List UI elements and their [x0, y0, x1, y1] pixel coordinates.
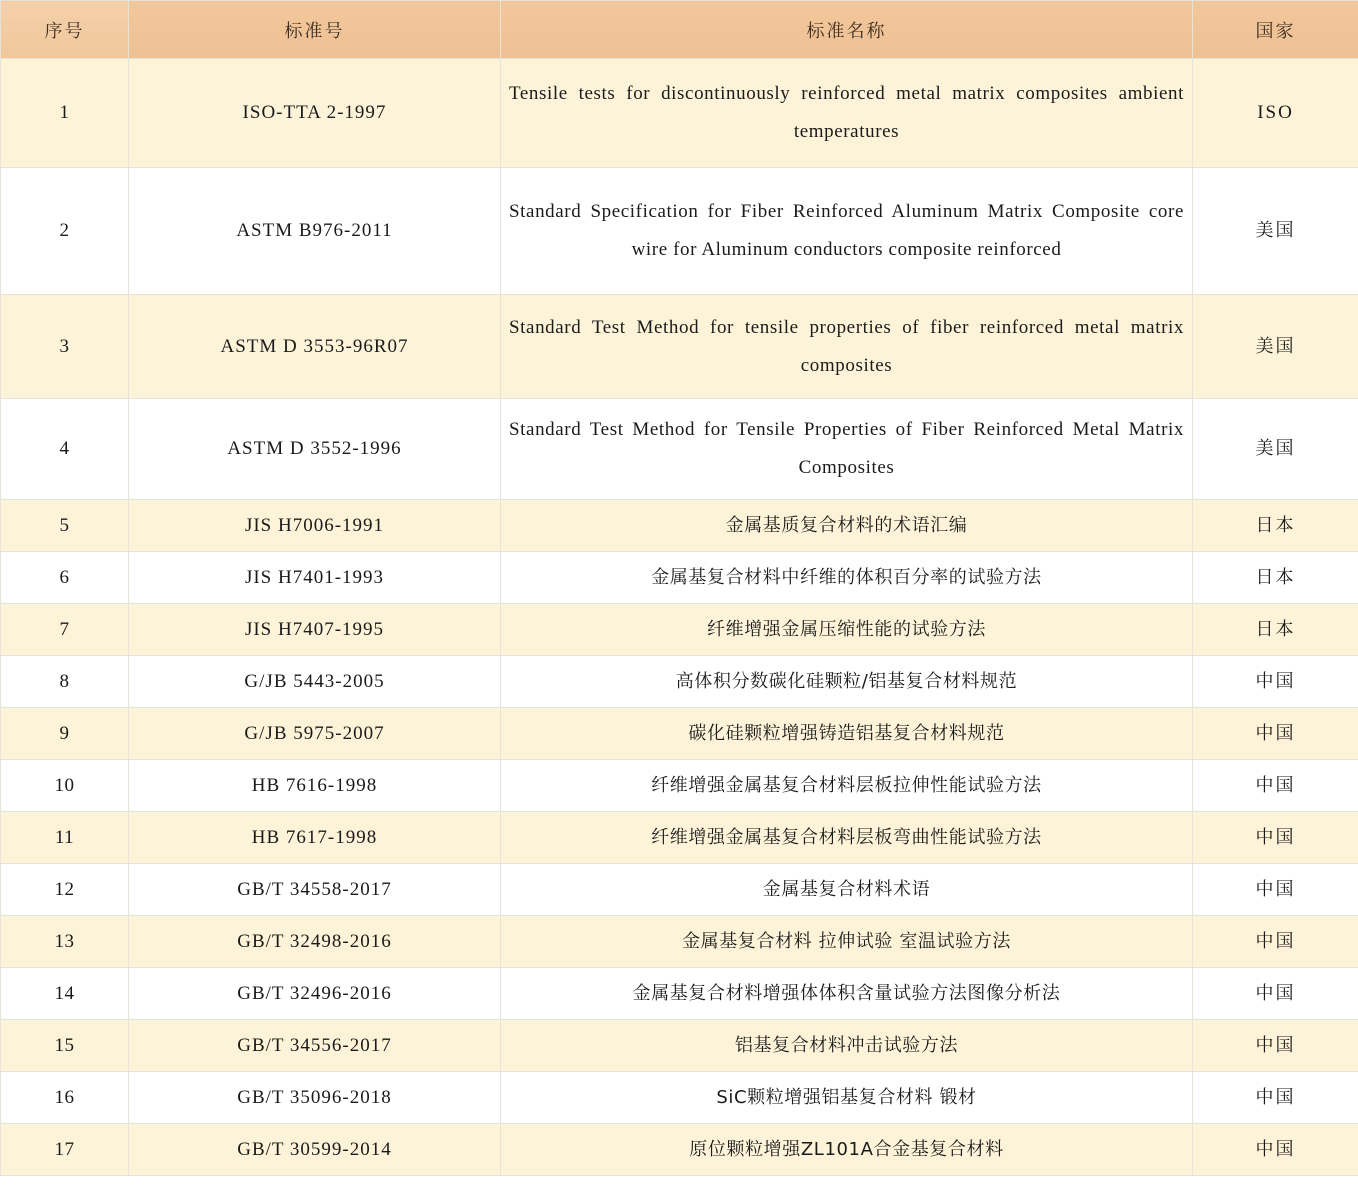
standard-country: 日本: [1193, 552, 1358, 604]
standard-country: 中国: [1193, 864, 1358, 916]
standard-country: 美国: [1193, 168, 1358, 295]
standard-name: Standard Test Method for tensile properties of fiber reinforced metal matrix composites: [501, 295, 1193, 399]
table-row: [1, 552, 1358, 604]
standard-country: 中国: [1193, 708, 1358, 760]
standard-country: 中国: [1193, 760, 1358, 812]
row-number: 4: [1, 399, 129, 500]
standard-name: 原位颗粒增强ZL101A合金基复合材料: [501, 1124, 1193, 1176]
column-header-code: 标准号: [129, 1, 501, 59]
row-number: 5: [1, 500, 129, 552]
row-number: 16: [1, 1072, 129, 1124]
column-header-country: 国家: [1193, 1, 1358, 59]
standard-name: 碳化硅颗粒增强铸造铝基复合材料规范: [501, 708, 1193, 760]
standard-code: GB/T 35096-2018: [129, 1072, 501, 1124]
table-body: [1, 59, 1358, 1176]
table-row: [1, 59, 1358, 168]
standard-code: GB/T 32496-2016: [129, 968, 501, 1020]
standard-name: Standard Specification for Fiber Reinforced Aluminum Matrix Composite core wire for Aluminum conductors composite reinforced: [501, 168, 1193, 295]
table-row: [1, 1124, 1358, 1176]
table-row: [1, 168, 1358, 295]
standard-name: 纤维增强金属基复合材料层板拉伸性能试验方法: [501, 760, 1193, 812]
standard-country: 中国: [1193, 656, 1358, 708]
table-row: [1, 399, 1358, 500]
table-header-row: [1, 1, 1358, 59]
standard-country: 中国: [1193, 1072, 1358, 1124]
standard-name: 纤维增强金属基复合材料层板弯曲性能试验方法: [501, 812, 1193, 864]
row-number: 15: [1, 1020, 129, 1072]
standard-code: G/JB 5975-2007: [129, 708, 501, 760]
table-row: [1, 656, 1358, 708]
standard-name: 金属基复合材料增强体体积含量试验方法图像分析法: [501, 968, 1193, 1020]
standard-code: GB/T 34556-2017: [129, 1020, 501, 1072]
table-row: [1, 968, 1358, 1020]
row-number: 10: [1, 760, 129, 812]
row-number: 8: [1, 656, 129, 708]
standard-name: 高体积分数碳化硅颗粒/铝基复合材料规范: [501, 656, 1193, 708]
row-number: 9: [1, 708, 129, 760]
standard-name: 金属基质复合材料的术语汇编: [501, 500, 1193, 552]
table-row: [1, 864, 1358, 916]
standard-country: 中国: [1193, 1124, 1358, 1176]
standard-country: 美国: [1193, 399, 1358, 500]
row-number: 3: [1, 295, 129, 399]
column-header-num: 序号: [1, 1, 129, 59]
standard-country: 日本: [1193, 500, 1358, 552]
standard-country: 中国: [1193, 916, 1358, 968]
table-row: [1, 812, 1358, 864]
standard-code: G/JB 5443-2005: [129, 656, 501, 708]
standard-code: GB/T 32498-2016: [129, 916, 501, 968]
table-row: [1, 500, 1358, 552]
standard-code: ASTM D 3553-96R07: [129, 295, 501, 399]
row-number: 13: [1, 916, 129, 968]
standard-name: 纤维增强金属压缩性能的试验方法: [501, 604, 1193, 656]
row-number: 2: [1, 168, 129, 295]
standard-code: GB/T 34558-2017: [129, 864, 501, 916]
standard-code: JIS H7006-1991: [129, 500, 501, 552]
table-row: [1, 708, 1358, 760]
standard-code: HB 7617-1998: [129, 812, 501, 864]
row-number: 17: [1, 1124, 129, 1176]
standard-country: 美国: [1193, 295, 1358, 399]
table-row: [1, 760, 1358, 812]
standard-name: 金属基复合材料术语: [501, 864, 1193, 916]
standard-country: 日本: [1193, 604, 1358, 656]
standard-code: ASTM B976-2011: [129, 168, 501, 295]
row-number: 7: [1, 604, 129, 656]
standard-country: 中国: [1193, 968, 1358, 1020]
column-header-name: 标准名称: [501, 1, 1193, 59]
standard-code: ISO-TTA 2-1997: [129, 59, 501, 168]
standard-country: 中国: [1193, 1020, 1358, 1072]
standard-code: ASTM D 3552-1996: [129, 399, 501, 500]
standard-name: Standard Test Method for Tensile Properties of Fiber Reinforced Metal Matrix Composites: [501, 399, 1193, 500]
row-number: 6: [1, 552, 129, 604]
standard-code: HB 7616-1998: [129, 760, 501, 812]
standard-name: 金属基复合材料 拉伸试验 室温试验方法: [501, 916, 1193, 968]
table-row: [1, 604, 1358, 656]
standard-name: SiC颗粒增强铝基复合材料 锻材: [501, 1072, 1193, 1124]
table-row: [1, 295, 1358, 399]
standard-code: GB/T 30599-2014: [129, 1124, 501, 1176]
standard-name: 金属基复合材料中纤维的体积百分率的试验方法: [501, 552, 1193, 604]
row-number: 11: [1, 812, 129, 864]
table-row: [1, 1020, 1358, 1072]
standard-code: JIS H7407-1995: [129, 604, 501, 656]
row-number: 1: [1, 59, 129, 168]
standard-code: JIS H7401-1993: [129, 552, 501, 604]
table-header: [1, 1, 1358, 59]
row-number: 12: [1, 864, 129, 916]
table-row: [1, 1072, 1358, 1124]
row-number: 14: [1, 968, 129, 1020]
standard-country: 中国: [1193, 812, 1358, 864]
standard-name: Tensile tests for discontinuously reinforced metal matrix composites ambient temperatures: [501, 59, 1193, 168]
table-row: [1, 916, 1358, 968]
standard-name: 铝基复合材料冲击试验方法: [501, 1020, 1193, 1072]
standard-country: ISO: [1193, 59, 1358, 168]
